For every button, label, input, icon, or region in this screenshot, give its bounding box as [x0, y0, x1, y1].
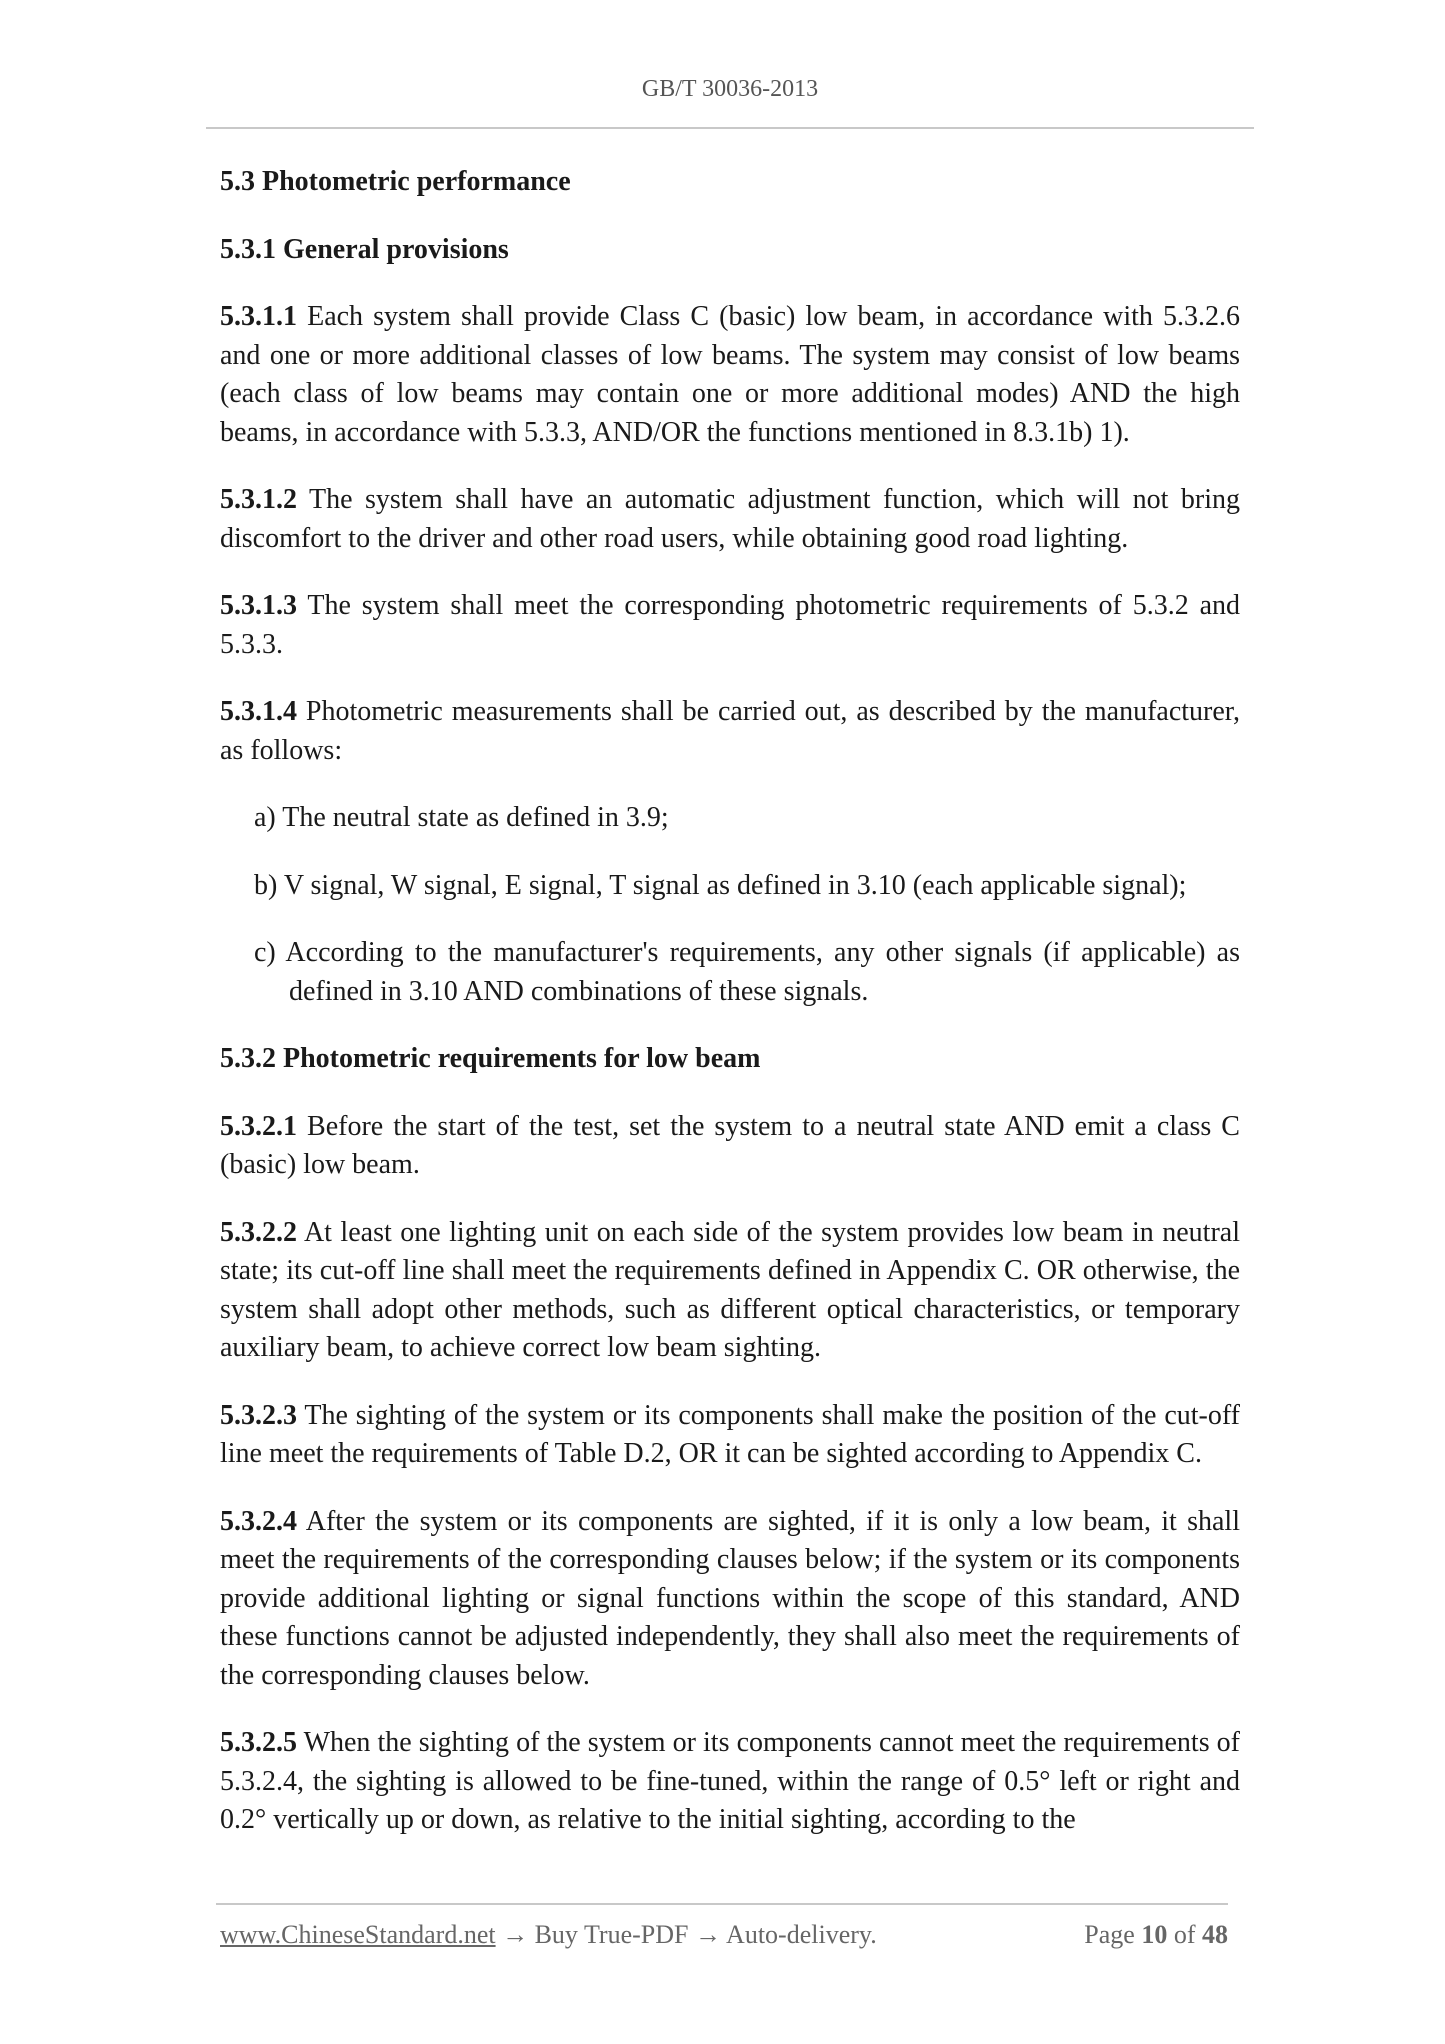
clause-text: Each system shall provide Class C (basic) low beam, in accordance with 5.3.2.6 and one or more additional classes of low beams. The system may consist of low beams (each class of low beams may contain one or more additional modes) AND the high beams, in accordance with 5.3.3, AND/OR the functions mentioned in 8.3.1b) 1). [220, 301, 1240, 448]
section-heading-5-3: 5.3 Photometric performance [220, 166, 571, 197]
clause-number: 5.3.2.4 [220, 1505, 297, 1537]
clause-5-3-1-4 [220, 693, 1240, 770]
clause-number: 5.3.1.1 [220, 301, 297, 332]
page-body [220, 150, 1240, 1869]
clause-number: 5.3.2.1 [220, 1110, 297, 1142]
list-item-a: a) The neutral state as defined in 3.9; [254, 802, 669, 833]
footer-promo [220, 1920, 877, 1950]
clause-5-3-1-2 [220, 481, 1240, 558]
header-divider [206, 127, 1254, 129]
clause-text: After the system or its components are sighted, if it is only a low beam, it shall meet the requirements of the corresponding clauses below; if the system or its components provide additional lighting or signal functions within the scope of this standard, AND these functions cannot be adjusted independently, they shall also meet the requirements of the corresponding clauses below. [220, 1505, 1240, 1691]
clause-text: The system shall have an automatic adjustment function, which will not bring discomfort to the driver and other road users, while obtaining good road lighting. [220, 484, 1240, 554]
clause-5-3-2-4 [220, 1503, 1240, 1696]
section-heading-5-3-1: 5.3.1 General provisions [220, 233, 509, 265]
clause-5-3-1-1 [220, 298, 1240, 452]
current-page-number: 10 [1141, 1920, 1168, 1949]
clause-number: 5.3.2.5 [220, 1727, 297, 1758]
clause-text: Before the start of the test, set the system to a neutral state AND emit a class C (basic) low beam. [220, 1110, 1240, 1180]
total-page-count: 48 [1202, 1920, 1228, 1949]
clause-5-3-1-3 [220, 587, 1240, 664]
page-label: Page [1084, 1920, 1142, 1949]
clause-5-3-2-3 [220, 1397, 1240, 1474]
clause-number: 5.3.1.4 [220, 696, 297, 727]
clause-5-3-2-5 [220, 1724, 1240, 1840]
clause-text: The system shall meet the corresponding photometric requirements of 5.3.2 and 5.3.3. [220, 590, 1240, 660]
website-link[interactable]: www.ChineseStandard.net [220, 1920, 496, 1949]
section-heading-5-3-2: 5.3.2 Photometric requirements for low beam [220, 1043, 761, 1074]
page-of-label: of [1167, 1920, 1202, 1949]
clause-text: At least one lighting unit on each side of the system provides low beam in neutral state; its cut-off line shall meet the requirements defined in Appendix C. OR otherwise, the system shall adopt other methods, such as different optical characteristics, or temporary auxiliary beam, to achieve correct low beam sighting. [220, 1216, 1240, 1363]
clause-number: 5.3.2.3 [220, 1399, 297, 1431]
footer-divider [216, 1903, 1228, 1905]
clause-5-3-2-1 [220, 1108, 1240, 1185]
footer-tagline: → Buy True-PDF → Auto-delivery. [495, 1920, 877, 1949]
clause-text: When the sighting of the system or its components cannot meet the requirements of 5.3.2.4, the sighting is allowed to be fine-tuned, within the range of 0.5° left or right and 0.2° vertically up or down, as relative to the initial sighting, according to the [220, 1727, 1240, 1835]
clause-number: 5.3.2.2 [220, 1216, 297, 1248]
clause-5-3-2-2 [220, 1214, 1240, 1368]
clause-number: 5.3.1.3 [220, 590, 297, 621]
list-item-c: c) According to the manufacturer's requirements, any other signals (if applicable) as defined in 3.10 AND combinations of these signals. [254, 937, 1240, 1007]
clause-number: 5.3.1.2 [220, 484, 297, 515]
page-indicator [1084, 1920, 1228, 1950]
clause-text: The sighting of the system or its components shall make the position of the cut-off line meet the requirements of Table D.2, OR it can be sighted according to Appendix C. [220, 1399, 1240, 1469]
document-id-header: GB/T 30036-2013 [641, 76, 819, 102]
clause-text: Photometric measurements shall be carried out, as described by the manufacturer, as follows: [220, 696, 1240, 766]
list-item-b: b) V signal, W signal, E signal, T signal as defined in 3.10 (each applicable signal); [254, 869, 1187, 901]
